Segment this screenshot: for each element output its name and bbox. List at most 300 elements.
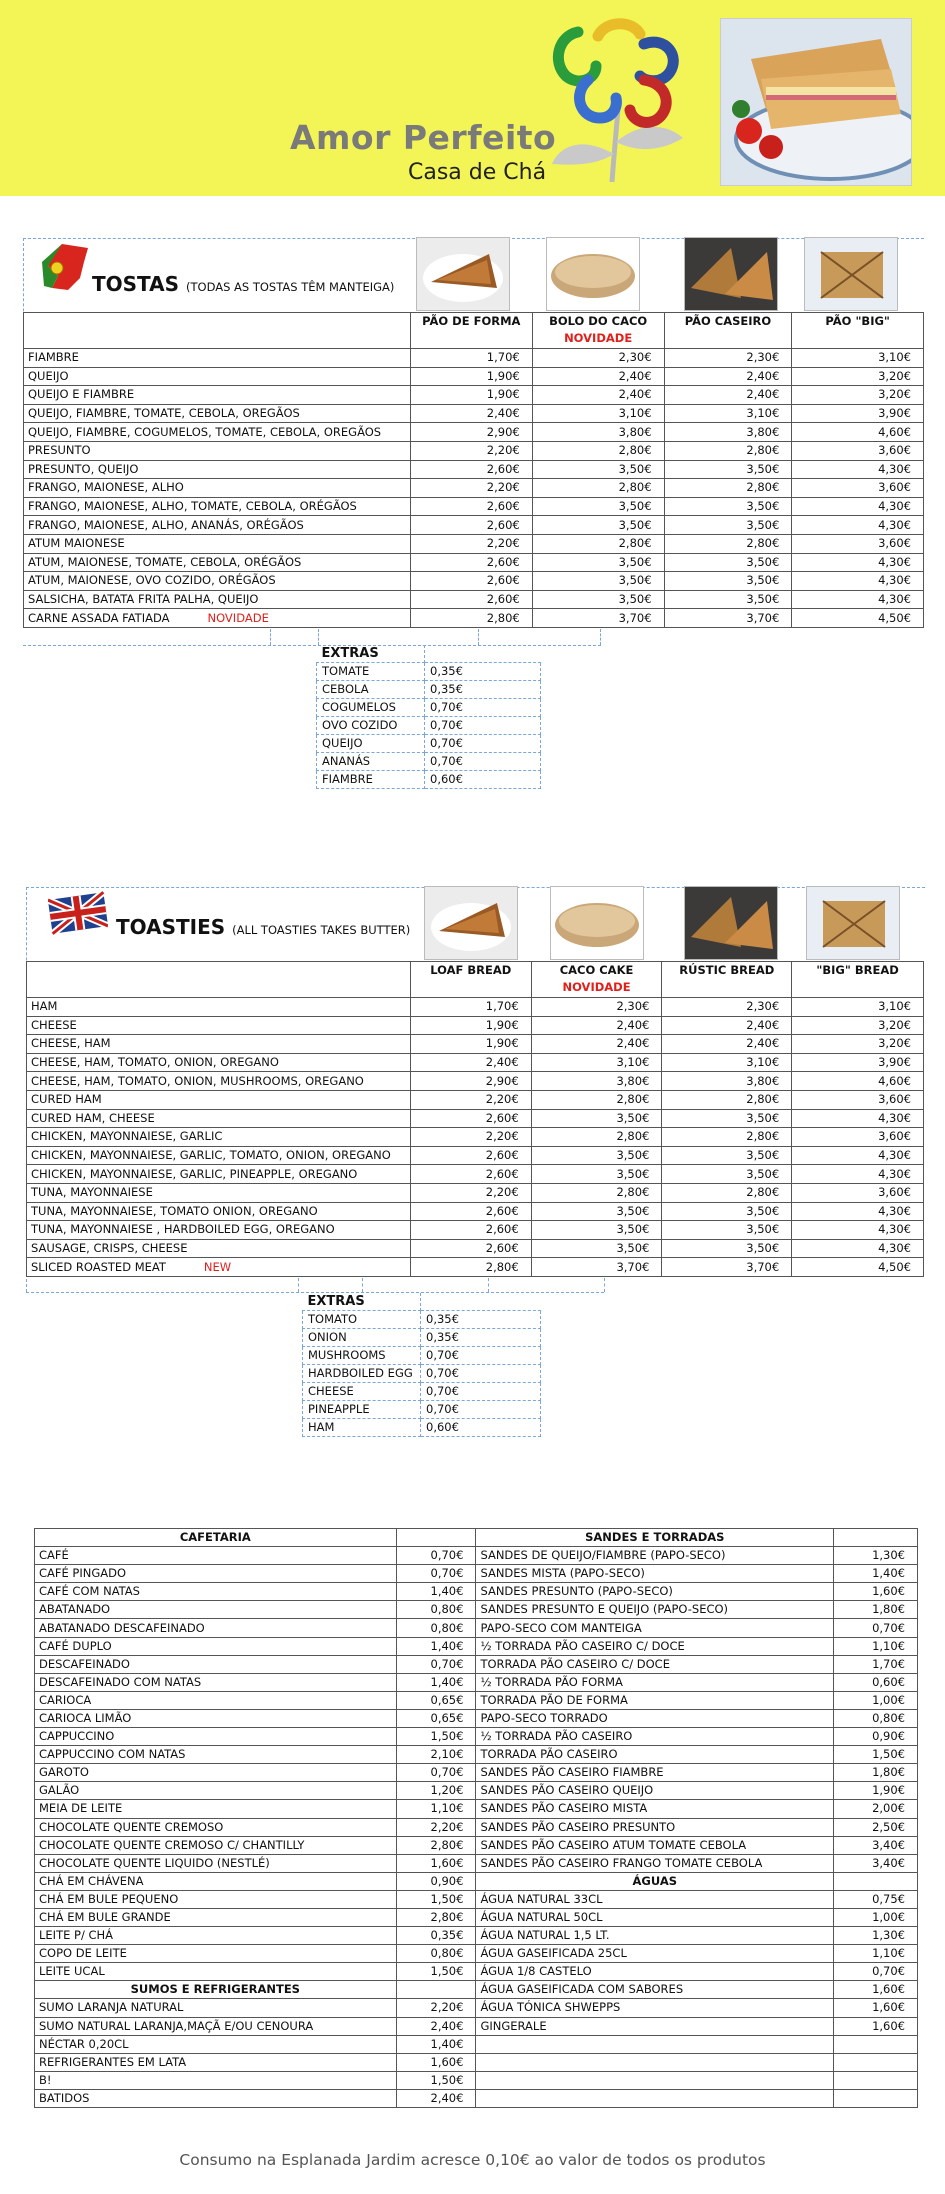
column-label: CACO CAKE bbox=[559, 963, 634, 977]
item-name: MEIA DE LEITE bbox=[35, 1800, 397, 1818]
item-name bbox=[27, 1109, 411, 1128]
price-cell: 0,80€ bbox=[834, 1709, 918, 1727]
price-cell: 3,70€ bbox=[532, 609, 664, 628]
extra-name: OVO COZIDO bbox=[317, 717, 425, 735]
footer-note: Consumo na Esplanada Jardim acresce 0,10€ ao valor de todos os produtos bbox=[179, 2151, 766, 2169]
toasties-price-table bbox=[26, 961, 924, 1277]
extras-row bbox=[317, 771, 541, 789]
item-name bbox=[27, 1221, 411, 1240]
price-cell: 3,10€ bbox=[531, 1053, 662, 1072]
price-cell: 1,30€ bbox=[834, 1927, 918, 1945]
rustic-bread-photo bbox=[684, 886, 778, 960]
price-cell: 4,30€ bbox=[792, 1221, 924, 1240]
uk-flag-icon bbox=[48, 890, 108, 936]
item-name-text: CHEESE, HAM, TOMATO, ONION, OREGANO bbox=[31, 1055, 279, 1070]
price-cell: 1,80€ bbox=[834, 1601, 918, 1619]
price-cell: 2,80€ bbox=[531, 1090, 662, 1109]
price-cell: 2,80€ bbox=[662, 1183, 792, 1202]
item-name bbox=[476, 2071, 834, 2089]
price-cell: 2,50€ bbox=[834, 1818, 918, 1836]
flower-logo bbox=[548, 14, 693, 184]
price-cell: 2,80€ bbox=[532, 479, 664, 498]
price-cell: 2,40€ bbox=[662, 1016, 792, 1035]
section-header: SUMOS E REFRIGERANTES bbox=[35, 1981, 397, 1999]
table-row bbox=[27, 1183, 924, 1202]
price-cell: 2,80€ bbox=[531, 1183, 662, 1202]
table-row bbox=[35, 2089, 918, 2107]
item-name bbox=[27, 1183, 411, 1202]
price-cell: 0,90€ bbox=[834, 1728, 918, 1746]
item-name-text: ATUM, MAIONESE, TOMATE, CEBOLA, ORÉGÃOS bbox=[28, 554, 302, 569]
table-row bbox=[35, 1981, 918, 1999]
item-name-text: SLICED ROASTED MEAT bbox=[31, 1259, 166, 1274]
price-cell: 3,50€ bbox=[664, 572, 792, 591]
item-name: SUMO NATURAL LARANJA,MAÇÃ E/OU CENOURA bbox=[35, 2017, 397, 2035]
price-cell: 3,50€ bbox=[664, 590, 792, 609]
price-cell: 2,80€ bbox=[410, 1258, 531, 1277]
price-cell: 3,80€ bbox=[532, 423, 664, 442]
item-name: SANDES PÃO CASEIRO FRANGO TOMATE CEBOLA bbox=[476, 1854, 834, 1872]
price-cell: 2,80€ bbox=[532, 441, 664, 460]
tostas-column-header bbox=[664, 313, 792, 349]
price-cell: 1,10€ bbox=[834, 1945, 918, 1963]
extras-row bbox=[317, 735, 541, 753]
extra-name: CHEESE bbox=[303, 1383, 421, 1401]
item-name bbox=[27, 1202, 411, 1221]
bolo-do-caco-photo bbox=[546, 237, 640, 311]
item-name: ½ TORRADA PÃO CASEIRO bbox=[476, 1728, 834, 1746]
price-cell: 3,70€ bbox=[662, 1258, 792, 1277]
extra-price: 0,70€ bbox=[421, 1347, 541, 1365]
table-row bbox=[35, 1728, 918, 1746]
extra-price: 0,70€ bbox=[421, 1401, 541, 1419]
price-cell: 2,20€ bbox=[410, 479, 532, 498]
extra-price: 0,60€ bbox=[421, 1419, 541, 1437]
price-cell: 0,70€ bbox=[396, 1565, 476, 1583]
price-cell: 1,80€ bbox=[834, 1764, 918, 1782]
table-row bbox=[24, 367, 924, 386]
price-cell: 4,30€ bbox=[792, 572, 924, 591]
price-cell: 3,60€ bbox=[792, 1090, 924, 1109]
table-row bbox=[35, 1945, 918, 1963]
item-name: ½ TORRADA PÃO CASEIRO C/ DOCE bbox=[476, 1637, 834, 1655]
tostas-column-header bbox=[792, 313, 924, 349]
price-cell: 1,40€ bbox=[396, 1583, 476, 1601]
table-row bbox=[35, 1655, 918, 1673]
item-name-text: HAM bbox=[31, 999, 58, 1014]
portugal-flag-icon bbox=[40, 242, 96, 294]
price-cell: 1,10€ bbox=[396, 1800, 476, 1818]
price-cell: 2,80€ bbox=[531, 1128, 662, 1147]
item-name: CHÁ EM BULE PEQUENO bbox=[35, 1890, 397, 1908]
item-name: GAROTO bbox=[35, 1764, 397, 1782]
table-row bbox=[24, 349, 924, 368]
extra-price: 0,70€ bbox=[425, 735, 541, 753]
item-name: ÁGUA NATURAL 33CL bbox=[476, 1890, 834, 1908]
item-name: SANDES MISTA (PAPO-SECO) bbox=[476, 1565, 834, 1583]
table-row bbox=[27, 1109, 924, 1128]
item-name: GALÃO bbox=[35, 1782, 397, 1800]
item-name bbox=[27, 1053, 411, 1072]
bottom-header-row bbox=[35, 1529, 918, 1547]
table-row bbox=[24, 479, 924, 498]
price-cell: 2,90€ bbox=[410, 1072, 531, 1091]
price-cell: 2,60€ bbox=[410, 1109, 531, 1128]
price-cell: 2,30€ bbox=[531, 998, 662, 1017]
item-name: SANDES PÃO CASEIRO PRESUNTO bbox=[476, 1818, 834, 1836]
table-row bbox=[35, 1619, 918, 1637]
item-name: SANDES PÃO CASEIRO MISTA bbox=[476, 1800, 834, 1818]
item-name-text: FRANGO, MAIONESE, ALHO bbox=[28, 480, 184, 495]
price-cell: 3,80€ bbox=[662, 1072, 792, 1091]
toasties-extras-table bbox=[302, 1293, 541, 1437]
price-cell: 2,60€ bbox=[410, 497, 532, 516]
novidade-label: NOVIDADE bbox=[564, 331, 633, 345]
table-row bbox=[24, 590, 924, 609]
pao-caseiro-photo bbox=[684, 237, 778, 311]
table-row bbox=[24, 497, 924, 516]
price-cell: 1,00€ bbox=[834, 1908, 918, 1926]
table-row bbox=[35, 1764, 918, 1782]
price-cell: 2,30€ bbox=[532, 349, 664, 368]
item-name-text: SALSICHA, BATATA FRITA PALHA, QUEIJO bbox=[28, 592, 259, 607]
item-name: CHÁ EM BULE GRANDE bbox=[35, 1908, 397, 1926]
table-row bbox=[35, 1547, 918, 1565]
price-cell: 4,30€ bbox=[792, 460, 924, 479]
section-header: ÁGUAS bbox=[476, 1872, 834, 1890]
price-cell: 2,60€ bbox=[410, 1146, 531, 1165]
item-name: ÁGUA NATURAL 50CL bbox=[476, 1908, 834, 1926]
table-row bbox=[35, 1836, 918, 1854]
price-cell: 3,50€ bbox=[532, 497, 664, 516]
table-row bbox=[35, 1782, 918, 1800]
price-cell: 1,90€ bbox=[410, 367, 532, 386]
price-cell: 3,50€ bbox=[531, 1165, 662, 1184]
price-cell: 4,30€ bbox=[792, 590, 924, 609]
item-name-text: CURED HAM, CHEESE bbox=[31, 1110, 155, 1125]
price-cell: 2,40€ bbox=[531, 1016, 662, 1035]
price-cell: 1,90€ bbox=[410, 386, 532, 405]
table-row bbox=[35, 1583, 918, 1601]
item-name: REFRIGERANTES EM LATA bbox=[35, 2053, 397, 2071]
item-name: B! bbox=[35, 2071, 397, 2089]
price-cell: 3,60€ bbox=[792, 534, 924, 553]
price-cell: 0,65€ bbox=[396, 1691, 476, 1709]
price-cell: 3,80€ bbox=[531, 1072, 662, 1091]
table-row bbox=[27, 1128, 924, 1147]
item-name-text: CHICKEN, MAYONNAIESE, GARLIC, TOMATO, ONION, OREGANO bbox=[31, 1148, 391, 1163]
price-cell: 2,60€ bbox=[410, 553, 532, 572]
item-name: ÁGUA GASEIFICADA 25CL bbox=[476, 1945, 834, 1963]
price-cell: 2,20€ bbox=[410, 1090, 531, 1109]
item-name: BATIDOS bbox=[35, 2089, 397, 2107]
extra-price: 0,35€ bbox=[421, 1311, 541, 1329]
item-name-text: QUEIJO, FIAMBRE, TOMATE, CEBOLA, OREGÃOS bbox=[28, 406, 300, 421]
extra-price: 0,70€ bbox=[425, 717, 541, 735]
price-cell: 3,40€ bbox=[834, 1854, 918, 1872]
item-name: SANDES PÃO CASEIRO ATUM TOMATE CEBOLA bbox=[476, 1836, 834, 1854]
price-cell: 0,80€ bbox=[396, 1601, 476, 1619]
item-name: LEITE P/ CHÁ bbox=[35, 1927, 397, 1945]
table-row bbox=[35, 1637, 918, 1655]
toasties-title-text: TOASTIES bbox=[116, 915, 226, 939]
empty-cell bbox=[396, 1529, 476, 1547]
tostas-header-row bbox=[24, 313, 924, 349]
item-name-text: CHEESE, HAM bbox=[31, 1036, 111, 1051]
extra-name: TOMATO bbox=[303, 1311, 421, 1329]
item-name: CARIOCA LIMÃO bbox=[35, 1709, 397, 1727]
item-name: SANDES PÃO CASEIRO QUEIJO bbox=[476, 1782, 834, 1800]
item-name: ABATANADO bbox=[35, 1601, 397, 1619]
price-cell: 2,80€ bbox=[396, 1908, 476, 1926]
price-cell: 2,40€ bbox=[531, 1035, 662, 1054]
price-cell: 2,40€ bbox=[410, 404, 532, 423]
price-cell: 2,90€ bbox=[410, 423, 532, 442]
item-name: CAFÉ bbox=[35, 1547, 397, 1565]
extra-name: ANANÁS bbox=[317, 753, 425, 771]
big-bread-photo bbox=[806, 886, 900, 960]
item-name: CAPPUCCINO COM NATAS bbox=[35, 1746, 397, 1764]
brand-name: Amor Perfeito bbox=[290, 118, 557, 157]
price-cell: 4,30€ bbox=[792, 1146, 924, 1165]
column-label: RÚSTIC BREAD bbox=[679, 963, 775, 977]
price-cell: 1,40€ bbox=[834, 1565, 918, 1583]
price-cell: 0,70€ bbox=[396, 1655, 476, 1673]
item-name: SANDES PRESUNTO (PAPO-SECO) bbox=[476, 1583, 834, 1601]
price-cell: 3,10€ bbox=[792, 349, 924, 368]
price-cell: 1,50€ bbox=[396, 1728, 476, 1746]
table-row bbox=[35, 1818, 918, 1836]
item-name: CHOCOLATE QUENTE CREMOSO bbox=[35, 1818, 397, 1836]
price-cell: 2,80€ bbox=[396, 1836, 476, 1854]
item-name-text: CURED HAM bbox=[31, 1092, 102, 1107]
price-cell: 2,20€ bbox=[396, 1818, 476, 1836]
item-name: ÁGUA NATURAL 1,5 LT. bbox=[476, 1927, 834, 1945]
item-name: PAPO-SECO TORRADO bbox=[476, 1709, 834, 1727]
tostas-column-header bbox=[410, 313, 532, 349]
price-cell: 3,20€ bbox=[792, 367, 924, 386]
price-cell: 2,80€ bbox=[664, 441, 792, 460]
item-name: PAPO-SECO COM MANTEIGA bbox=[476, 1619, 834, 1637]
price-cell: 2,60€ bbox=[410, 460, 532, 479]
toasties-column-header bbox=[531, 962, 662, 998]
item-name: ÁGUA 1/8 CASTELO bbox=[476, 1963, 834, 1981]
item-name-text: CHICKEN, MAYONNAIESE, GARLIC bbox=[31, 1129, 223, 1144]
price-cell: 0,75€ bbox=[834, 1890, 918, 1908]
price-cell: 2,80€ bbox=[532, 534, 664, 553]
price-cell bbox=[834, 2089, 918, 2107]
item-name-text: FIAMBRE bbox=[28, 350, 79, 365]
extra-name: HARDBOILED EGG bbox=[303, 1365, 421, 1383]
tostas-title-text: TOSTAS bbox=[92, 272, 180, 296]
price-cell: 3,50€ bbox=[664, 516, 792, 535]
table-row bbox=[35, 1746, 918, 1764]
item-name-text: TUNA, MAYONNAIESE bbox=[31, 1185, 153, 1200]
price-cell: 1,40€ bbox=[396, 2035, 476, 2053]
price-cell: 2,30€ bbox=[664, 349, 792, 368]
item-name bbox=[27, 1146, 411, 1165]
item-name-text: ATUM, MAIONESE, OVO COZIDO, ORÉGÃOS bbox=[28, 573, 276, 588]
price-cell: 0,60€ bbox=[834, 1673, 918, 1691]
price-cell: 0,70€ bbox=[396, 1764, 476, 1782]
loaf-bread-photo bbox=[424, 886, 518, 960]
table-row bbox=[27, 1016, 924, 1035]
table-row bbox=[27, 1239, 924, 1258]
price-cell: 3,20€ bbox=[792, 1016, 924, 1035]
item-name bbox=[24, 479, 411, 498]
price-cell: 1,20€ bbox=[396, 1782, 476, 1800]
price-cell: 4,30€ bbox=[792, 1239, 924, 1258]
table-row bbox=[27, 1146, 924, 1165]
empty-cell bbox=[425, 645, 541, 663]
item-name bbox=[24, 367, 411, 386]
novidade-label: NOVIDADE bbox=[562, 980, 631, 994]
price-cell: 1,50€ bbox=[396, 1890, 476, 1908]
item-name bbox=[476, 2053, 834, 2071]
price-cell: 4,60€ bbox=[792, 423, 924, 442]
price-cell: 3,50€ bbox=[531, 1221, 662, 1240]
item-name: COPO DE LEITE bbox=[35, 1945, 397, 1963]
price-cell: 0,35€ bbox=[396, 1927, 476, 1945]
price-cell: 0,65€ bbox=[396, 1709, 476, 1727]
item-name bbox=[24, 441, 411, 460]
table-row bbox=[24, 404, 924, 423]
table-row bbox=[35, 1890, 918, 1908]
item-name: CHÁ EM CHÁVENA bbox=[35, 1872, 397, 1890]
item-name-text: FRANGO, MAIONESE, ALHO, TOMATE, CEBOLA, ORÉGÃOS bbox=[28, 499, 357, 514]
extra-name: QUEIJO bbox=[317, 735, 425, 753]
toast-photo bbox=[720, 18, 912, 186]
cafetaria-header: CAFETARIA bbox=[35, 1529, 397, 1547]
extra-name: TOMATE bbox=[317, 663, 425, 681]
extras-row bbox=[303, 1401, 541, 1419]
extra-price: 0,70€ bbox=[421, 1365, 541, 1383]
price-cell: 1,70€ bbox=[410, 349, 532, 368]
price-cell: 2,60€ bbox=[410, 590, 532, 609]
price-cell: 4,30€ bbox=[792, 553, 924, 572]
extras-row bbox=[317, 681, 541, 699]
item-name bbox=[24, 423, 411, 442]
item-name: CAFÉ PINGADO bbox=[35, 1565, 397, 1583]
price-cell: 4,60€ bbox=[792, 1072, 924, 1091]
item-name-text: TUNA, MAYONNAIESE, TOMATO ONION, OREGANO bbox=[31, 1203, 318, 1218]
item-name bbox=[24, 553, 411, 572]
pao-de-forma-photo bbox=[416, 237, 510, 311]
item-name bbox=[476, 2035, 834, 2053]
extras-title: EXTRAS bbox=[317, 645, 425, 663]
item-name-text: PRESUNTO bbox=[28, 443, 91, 458]
item-name: GINGERALE bbox=[476, 2017, 834, 2035]
price-cell: 1,50€ bbox=[396, 2071, 476, 2089]
price-cell: 3,50€ bbox=[664, 497, 792, 516]
price-cell: 1,40€ bbox=[396, 1637, 476, 1655]
price-cell: 2,40€ bbox=[664, 386, 792, 405]
item-name: ABATANADO DESCAFEINADO bbox=[35, 1619, 397, 1637]
table-row bbox=[27, 1258, 924, 1277]
item-name bbox=[476, 2089, 834, 2107]
extras-title: EXTRAS bbox=[303, 1293, 421, 1311]
extras-row bbox=[317, 663, 541, 681]
price-cell: 2,40€ bbox=[664, 367, 792, 386]
item-name-text: QUEIJO, FIAMBRE, COGUMELOS, TOMATE, CEBOLA, OREGÃOS bbox=[28, 424, 382, 439]
item-name: CAPPUCCINO bbox=[35, 1728, 397, 1746]
price-cell: 3,10€ bbox=[662, 1053, 792, 1072]
sandes-header: SANDES E TORRADAS bbox=[476, 1529, 834, 1547]
extras-row bbox=[303, 1383, 541, 1401]
price-cell: 4,30€ bbox=[792, 497, 924, 516]
item-name: ½ TORRADA PÃO FORMA bbox=[476, 1673, 834, 1691]
price-cell: 2,60€ bbox=[410, 1202, 531, 1221]
extra-price: 0,60€ bbox=[425, 771, 541, 789]
table-row bbox=[24, 386, 924, 405]
item-name: ÁGUA GASEIFICADA COM SABORES bbox=[476, 1981, 834, 1999]
item-name: SANDES DE QUEIJO/FIAMBRE (PAPO-SECO) bbox=[476, 1547, 834, 1565]
item-name: SANDES PÃO CASEIRO FIAMBRE bbox=[476, 1764, 834, 1782]
table-row bbox=[35, 2035, 918, 2053]
table-row bbox=[27, 998, 924, 1017]
item-name-text: QUEIJO E FIAMBRE bbox=[28, 387, 135, 402]
item-name bbox=[24, 572, 411, 591]
item-name bbox=[24, 609, 411, 628]
table-row bbox=[35, 2071, 918, 2089]
price-cell: 2,40€ bbox=[396, 2089, 476, 2107]
price-cell: 0,70€ bbox=[834, 1963, 918, 1981]
table-row bbox=[27, 1035, 924, 1054]
extra-name: MUSHROOMS bbox=[303, 1347, 421, 1365]
price-cell: 1,60€ bbox=[396, 2053, 476, 2071]
item-name-text: CARNE ASSADA FATIADA bbox=[28, 610, 170, 625]
price-cell: 2,60€ bbox=[410, 1221, 531, 1240]
price-cell: 1,50€ bbox=[396, 1963, 476, 1981]
price-cell: 2,30€ bbox=[662, 998, 792, 1017]
empty-header-cell bbox=[24, 313, 411, 349]
item-name bbox=[24, 516, 411, 535]
price-cell: 0,70€ bbox=[834, 1619, 918, 1637]
extras-row bbox=[317, 699, 541, 717]
table-row bbox=[35, 1601, 918, 1619]
price-cell: 3,50€ bbox=[531, 1109, 662, 1128]
price-cell: 2,60€ bbox=[410, 516, 532, 535]
price-cell: 4,50€ bbox=[792, 1258, 924, 1277]
price-cell: 2,60€ bbox=[410, 1239, 531, 1258]
table-row bbox=[35, 1927, 918, 1945]
price-cell: 3,60€ bbox=[792, 1128, 924, 1147]
extras-row bbox=[317, 717, 541, 735]
price-cell: 1,60€ bbox=[834, 1583, 918, 1601]
item-name-text: CHEESE, HAM, TOMATO, ONION, MUSHROOMS, OREGANO bbox=[31, 1073, 364, 1088]
item-name bbox=[27, 1090, 411, 1109]
extra-name: FIAMBRE bbox=[317, 771, 425, 789]
extras-header-row bbox=[303, 1293, 541, 1311]
item-name bbox=[27, 1128, 411, 1147]
price-cell: 2,20€ bbox=[396, 1999, 476, 2017]
price-cell: 3,20€ bbox=[792, 1035, 924, 1054]
column-label: PÃO "BIG" bbox=[825, 314, 890, 328]
extras-row bbox=[303, 1419, 541, 1437]
caco-cake-photo bbox=[550, 886, 644, 960]
item-name-text: PRESUNTO, QUEIJO bbox=[28, 461, 139, 476]
tostas-price-table bbox=[23, 312, 924, 628]
price-cell: 2,80€ bbox=[664, 534, 792, 553]
toasties-column-header bbox=[410, 962, 531, 998]
table-row bbox=[27, 1072, 924, 1091]
item-name bbox=[27, 1072, 411, 1091]
item-name-text: TUNA, MAYONNAIESE , HARDBOILED EGG, OREGANO bbox=[31, 1222, 335, 1237]
column-label: LOAF BREAD bbox=[430, 963, 512, 977]
price-cell: 2,40€ bbox=[662, 1035, 792, 1054]
price-cell: 3,50€ bbox=[531, 1146, 662, 1165]
new-tag: NOVIDADE bbox=[207, 610, 269, 625]
